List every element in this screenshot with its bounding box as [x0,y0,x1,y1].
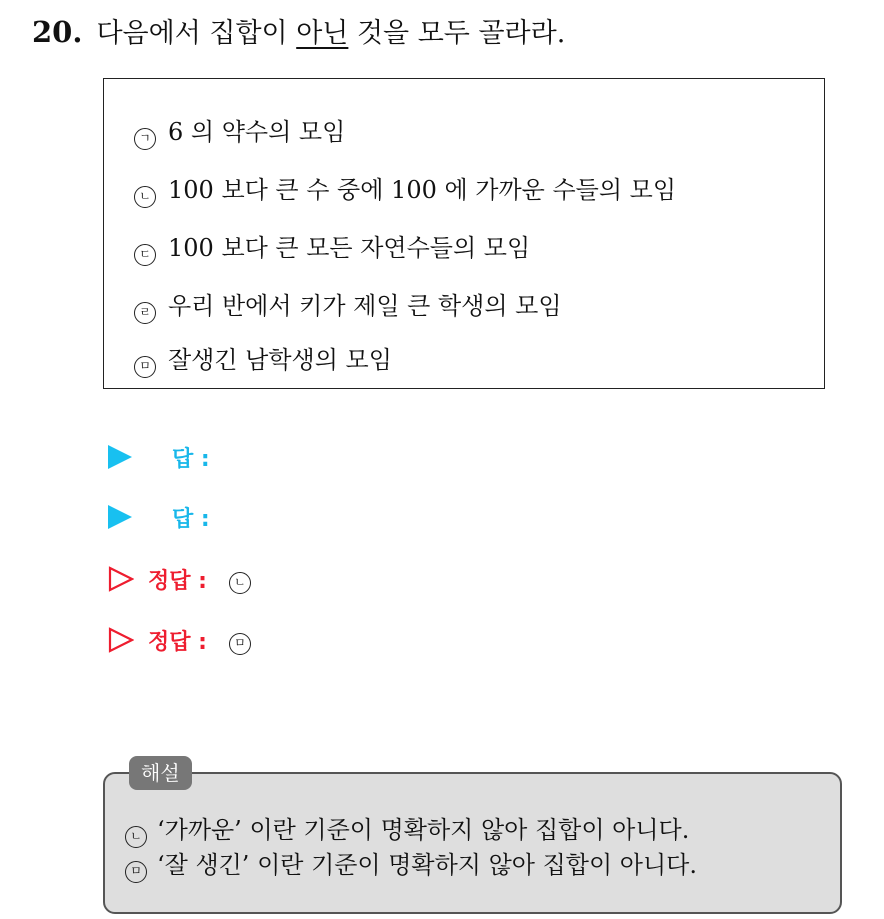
answer-line [108,500,210,534]
choice-text: 6 의 약수의 모임 [168,118,346,146]
outline-triangle-icon [108,627,134,653]
question [32,12,565,54]
correct-answer-label: 정답 : [148,629,207,655]
explanation-line [125,814,689,848]
explanation-marker: ㅁ [125,861,147,883]
answer-label: 답 : [172,506,210,532]
choice-item [134,174,676,208]
choice-text: 100 보다 큰 모든 자연수들의 모임 [168,234,531,262]
choice-text: 우리 반에서 키가 제일 큰 학생의 모임 [168,292,562,320]
explanation-marker: ㄴ [125,826,147,848]
filled-triangle-icon [108,505,132,529]
filled-triangle-icon [108,445,132,469]
explanation-tag: 해설 [129,756,192,790]
correct-answer-label: 정답 : [148,568,207,594]
outline-triangle-icon [108,566,134,592]
explanation-box [103,772,842,914]
choice-item [134,232,530,266]
choice-marker: ㅁ [134,356,156,378]
choice-marker: ㄱ [134,128,156,150]
question-text: 다음에서 집합이 아닌 것을 모두 골라라. [96,18,566,49]
choice-marker: ㄷ [134,244,156,266]
choice-text: 잘생긴 남학생의 모임 [168,346,392,374]
underlined-word: 아닌 [296,18,349,49]
choice-text: 100 보다 큰 수 중에 100 에 가까운 수들의 모임 [168,176,677,204]
question-number: 20. [32,15,83,49]
explanation-text: ‘가까운’ 이란 기준이 명확하지 않아 집합이 아니다. [157,816,690,844]
choice-item [134,290,562,324]
answer-label: 답 : [172,446,210,472]
explanation-text: ‘잘 생긴’ 이란 기준이 명확하지 않아 집합이 아니다. [157,851,697,879]
choice-marker: ㄴ [134,186,156,208]
choice-item [134,116,345,150]
correct-answer-marker: ㅁ [229,633,251,655]
choice-item [134,344,392,378]
explanation-line [125,849,697,883]
correct-answer-line [108,623,251,657]
choices-box [103,78,825,389]
correct-answer-line [108,562,251,596]
correct-answer-marker: ㄴ [229,572,251,594]
choice-marker: ㄹ [134,302,156,324]
answer-line [108,440,210,474]
